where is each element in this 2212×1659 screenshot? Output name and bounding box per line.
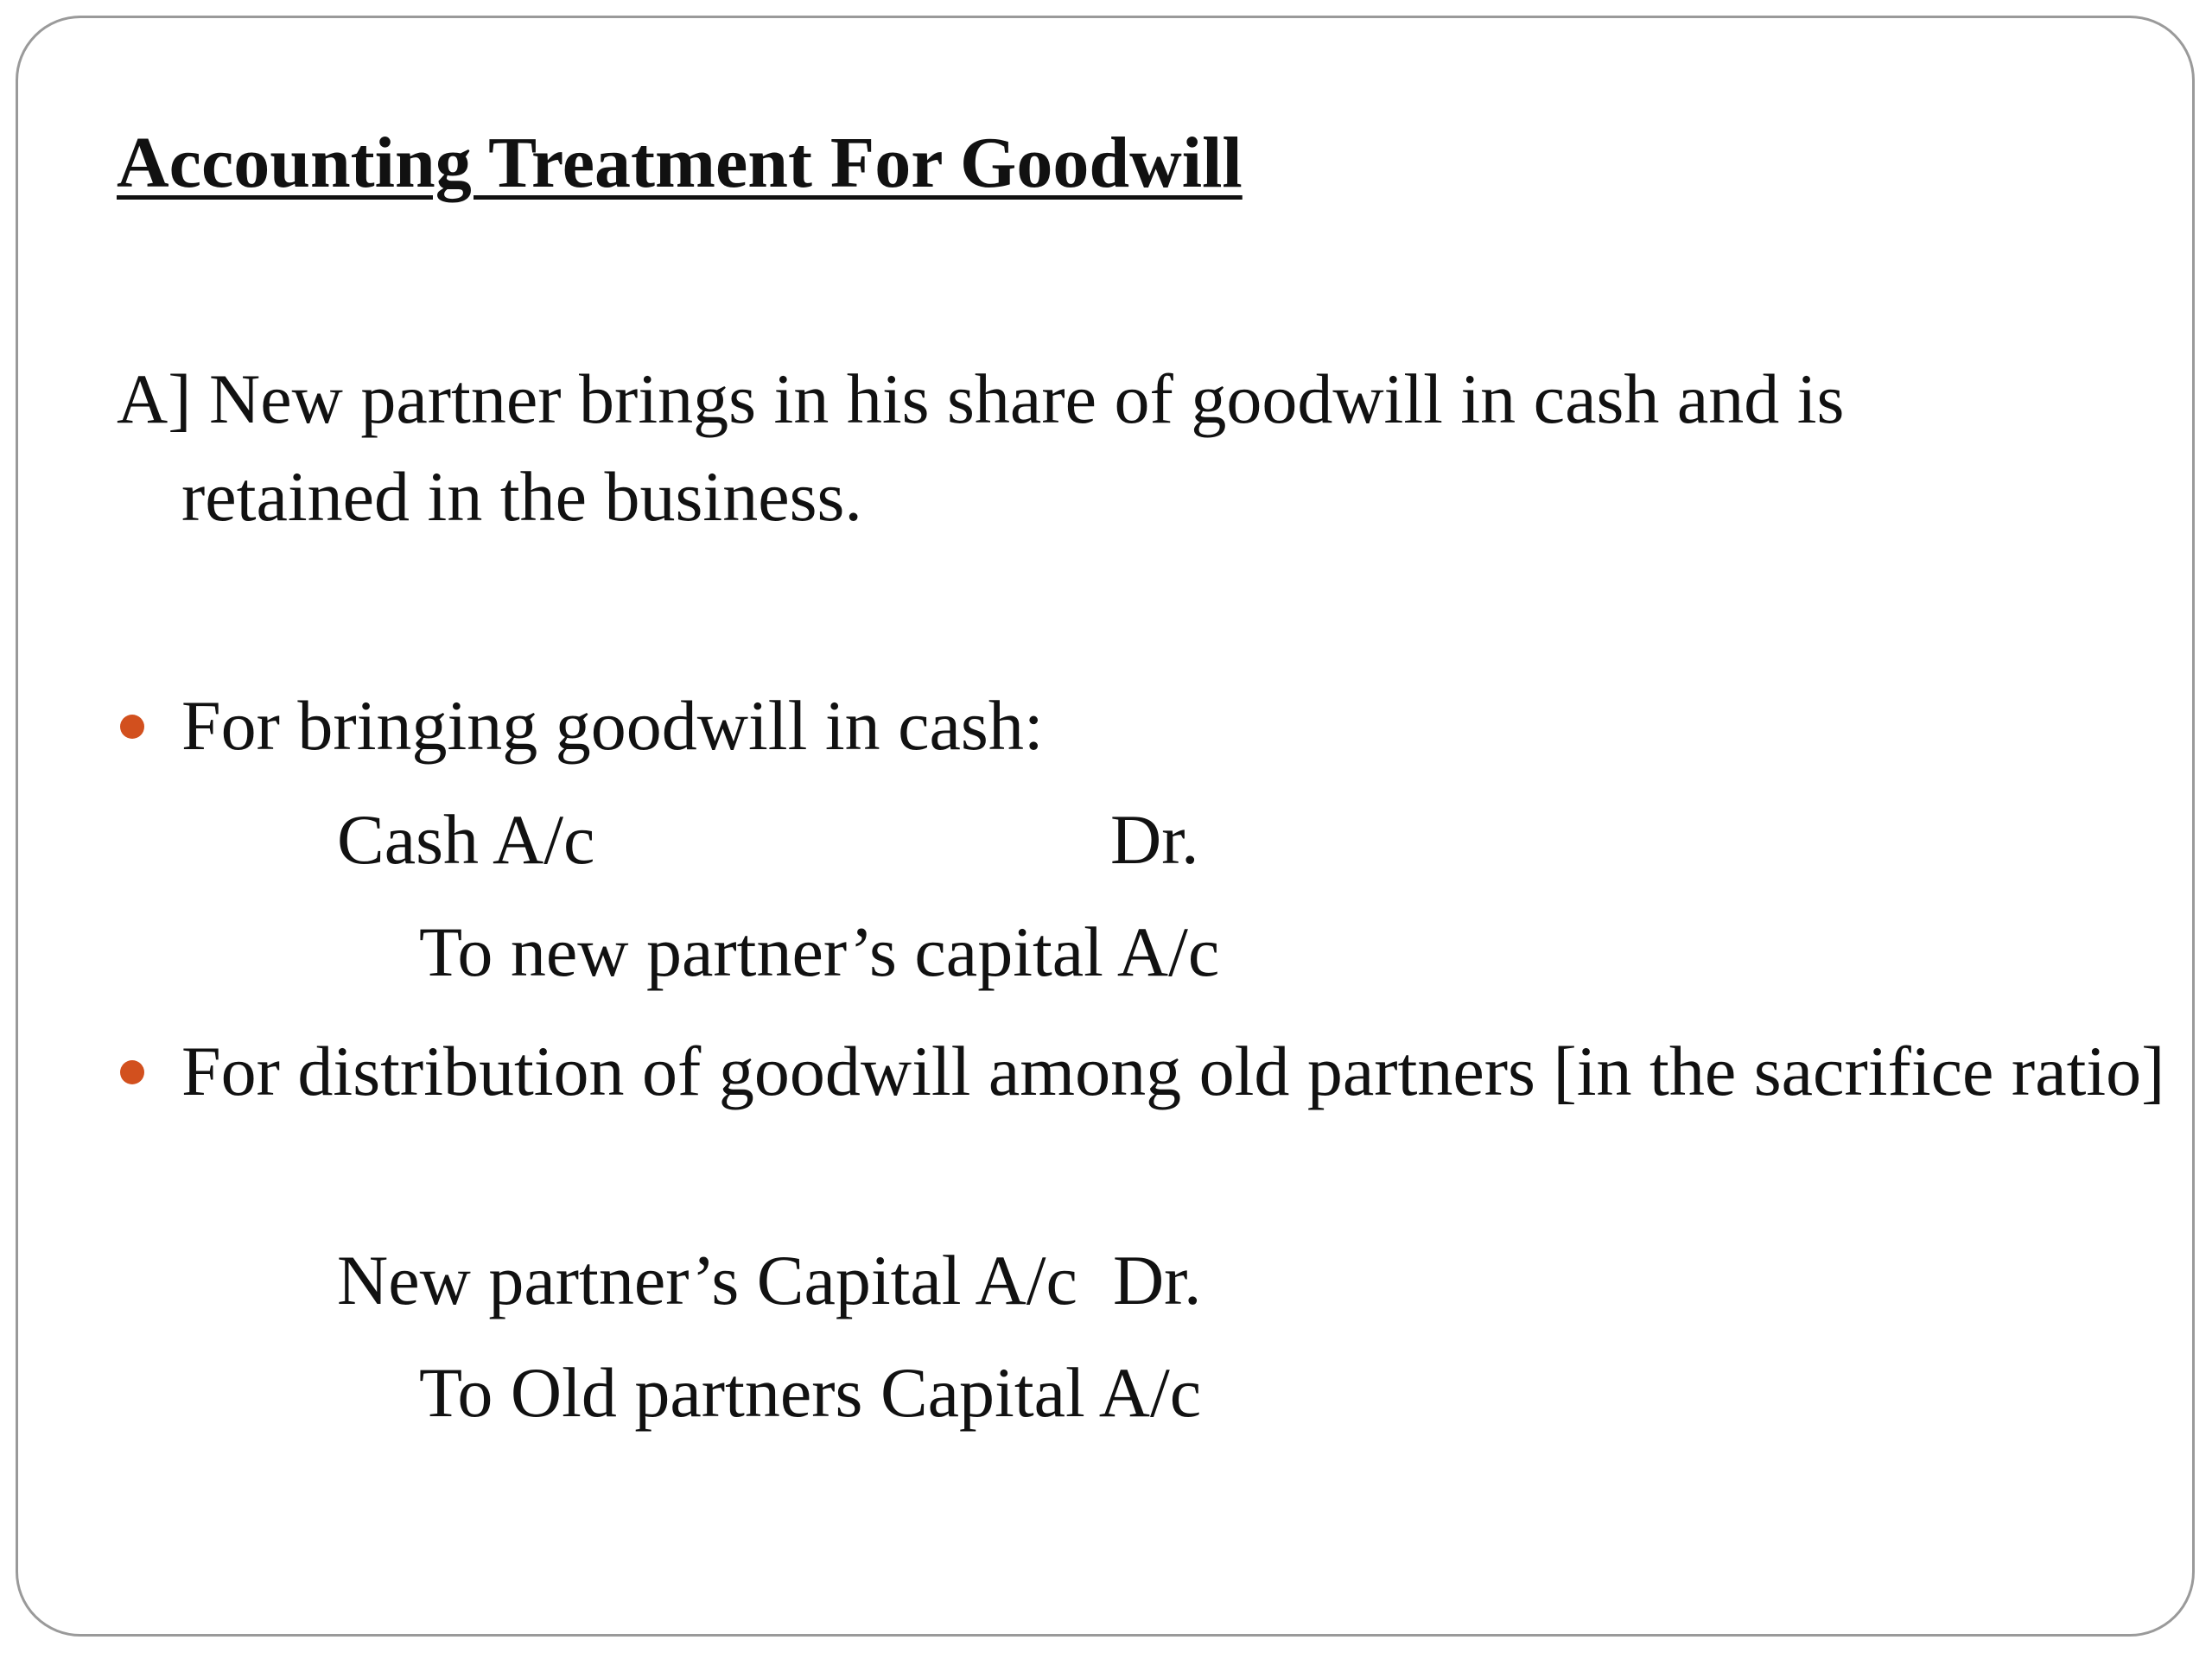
bullet-dot-icon [120, 715, 144, 739]
journal-dr-label: Dr. [1110, 800, 1199, 879]
journal-debit-line: Cash A/c [337, 800, 595, 879]
slide-title: Accounting Treatment For Goodwill [117, 123, 1243, 203]
journal-credit-line: To new partner’s capital A/c [419, 912, 1220, 991]
bullet-item-cash [117, 677, 2169, 774]
bullet-text: For distribution of goodwill among old partners [in the sacrifice ratio] [181, 1032, 2165, 1110]
journal-debit-line: New partner’s Capital A/c Dr. [337, 1241, 1202, 1319]
journal-credit-line: To Old partners Capital A/c [419, 1353, 1202, 1432]
bullet-item-distribution [117, 1022, 2169, 1120]
intro-paragraph: A] New partner brings in his share of goodwill in cash and is retained in the business. [117, 359, 1845, 536]
bullet-dot-icon [120, 1060, 144, 1084]
bullet-text: For bringing goodwill in cash: [181, 686, 1044, 765]
